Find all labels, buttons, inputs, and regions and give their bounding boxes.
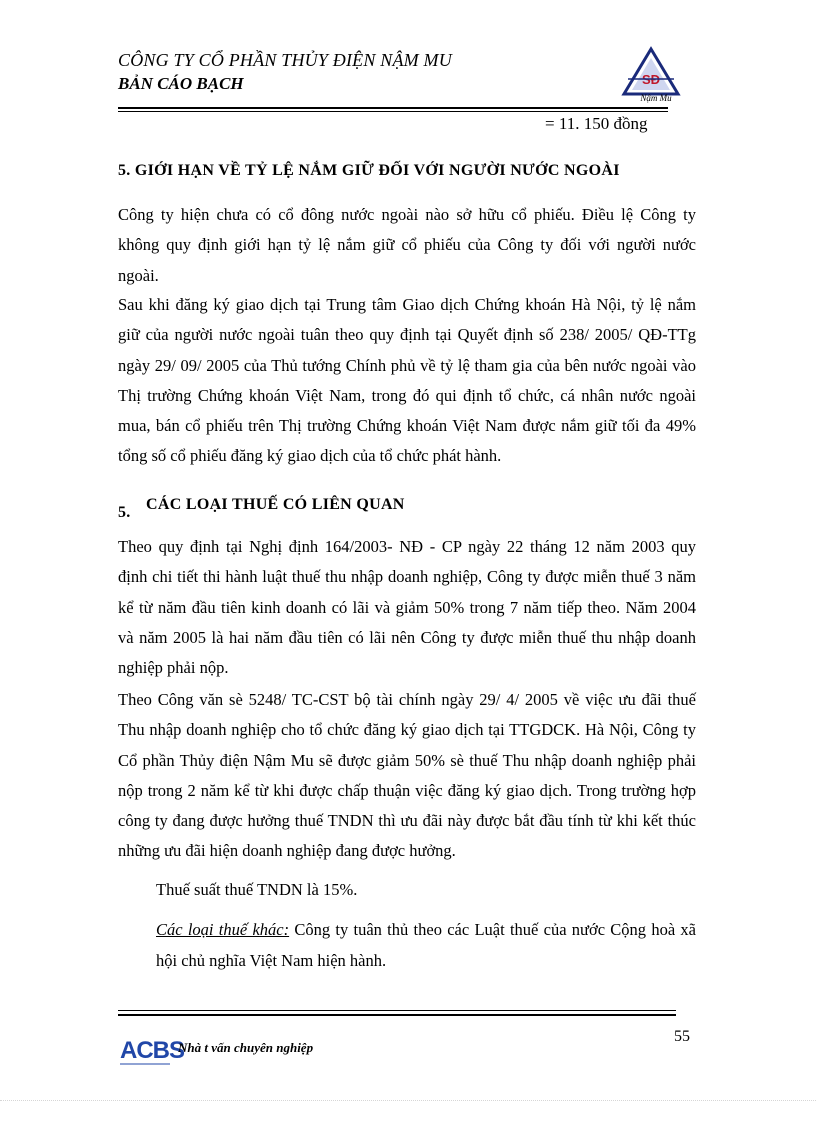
text-line: ngoài.	[118, 265, 159, 285]
text-line: Cổ phần Thủy điện Nậm Mu sẽ được giảm 50% sè thuế Thu nhập doanh nghiệp phải	[118, 750, 696, 770]
paragraph-foreign-ownership-2	[118, 290, 696, 472]
acbs-logo	[118, 1022, 185, 1072]
text-line: tổng số cổ phiếu đăng ký giao dịch của tổ chức phát hành.	[118, 446, 502, 466]
text-line: nghiệp phải nộp.	[118, 658, 229, 678]
text-line: Thị trường Chứng khoán Việt Nam, trong đó qui định tổ chức, cá nhân nước ngoài	[118, 385, 696, 405]
footer-divider-thin	[118, 1010, 676, 1011]
text-line: kể từ năm đầu tiên kinh doanh có lãi và giảm 50% trong 7 năm tiếp theo. Năm 2004	[118, 597, 696, 617]
section-heading-taxes: CÁC LOẠI THUẾ CÓ LIÊN QUAN	[146, 496, 405, 513]
other-taxes-line-2: hội chủ nghĩa Việt Nam hiện hành.	[156, 951, 387, 970]
text-line: Thu nhập doanh nghiệp cho tổ chức đăng ký giao dịch tại TTGDCK. Hà Nội, Công ty	[118, 720, 696, 740]
paragraph-taxes-2	[118, 685, 696, 867]
text-line: những ưu đãi hiện doanh nghiệp đang được hưởng.	[118, 841, 456, 861]
page-number: 55	[674, 1028, 690, 1045]
tax-rate-line: Thuế suất thuế TNDN là 15%.	[156, 880, 358, 899]
text-line: Theo Công văn sè 5248/ TC-CST bộ tài chính ngày 29/ 4/ 2005 về việc ưu đãi thuế	[118, 690, 696, 709]
text-line: Công ty hiện chưa có cổ đông nước ngoài nào sở hữu cổ phiếu. Điều lệ Công ty	[118, 205, 696, 224]
text-line: ngày 29/ 09/ 2005 của Thủ tướng Chính phủ về tỷ lệ tham gia của bên nước ngoài vào	[118, 355, 696, 375]
text-line: mua, bán cổ phiếu trên Thị trường Chứng khoán Việt Nam được nắm giữ tối đa 49%	[118, 416, 696, 436]
footer-divider	[118, 1014, 676, 1016]
other-taxes-label: Các loại thuế khác:	[156, 920, 290, 939]
header-divider	[118, 107, 668, 109]
section-number: 5.	[118, 504, 131, 521]
page-edge-line	[0, 1100, 816, 1101]
logo-letters: SĐ	[641, 72, 661, 87]
paragraph-foreign-ownership-1	[118, 200, 696, 291]
footer-tagline: Nhà t vấn chuyên nghiệp	[178, 1040, 314, 1055]
text-line: nộp trong 2 năm kể từ khi được chấp thuận việc đăng ký giao dịch. Trong trường hợp	[118, 780, 696, 800]
company-name: CÔNG TY CỔ PHẦN THỦY ĐIỆN NẬM MU	[118, 50, 452, 70]
page-header	[118, 50, 678, 110]
text-line: và năm 2005 là hai năm đầu tiên có lãi nên Công ty được miễn thuế thu nhập doanh	[118, 627, 696, 647]
document-title: BẢN CÁO BẠCH	[118, 74, 244, 93]
paragraph-taxes-1	[118, 532, 696, 683]
logo-caption: Nậm Mu	[640, 93, 672, 103]
text-line: không quy định giới hạn tỷ lệ nắm giữ cổ phiếu của Công ty đối với người nước	[118, 235, 696, 255]
price-line: = 11. 150 đồng	[545, 114, 648, 133]
text-line: giữ của người nước ngoài tuân theo quy định tại Quyết định số 238/ 2005/ QĐ-TTg	[118, 325, 696, 345]
text-line: Sau khi đăng ký giao dịch tại Trung tâm Giao dịch Chứng khoán Hà Nội, tỷ lệ nắm	[118, 295, 696, 314]
other-taxes-text: Công ty tuân thủ theo các Luật thuế của nước Cộng hoà xã	[289, 920, 696, 939]
header-divider-thin	[118, 111, 668, 112]
section-heading-foreign-ownership: 5. GIỚI HẠN VỀ TỶ LỆ NẮM GIỮ ĐỐI VỚI NGƯỜI NƯỚC NGOÀI	[118, 162, 620, 179]
text-line: công ty đang được hưởng thuế TNDN thì ưu đãi này được bắt đầu tính từ khi kết thúc	[118, 811, 696, 831]
acbs-logo-text: ACBS	[120, 1037, 185, 1064]
text-line: định chi tiết thi hành luật thuế thu nhập doanh nghiệp, Công ty được miễn thuế 3 năm	[118, 567, 696, 587]
text-line: Theo quy định tại Nghị định 164/2003- NĐ - CP ngày 22 tháng 12 năm 2003 quy	[118, 537, 696, 556]
other-taxes-line	[156, 920, 696, 940]
